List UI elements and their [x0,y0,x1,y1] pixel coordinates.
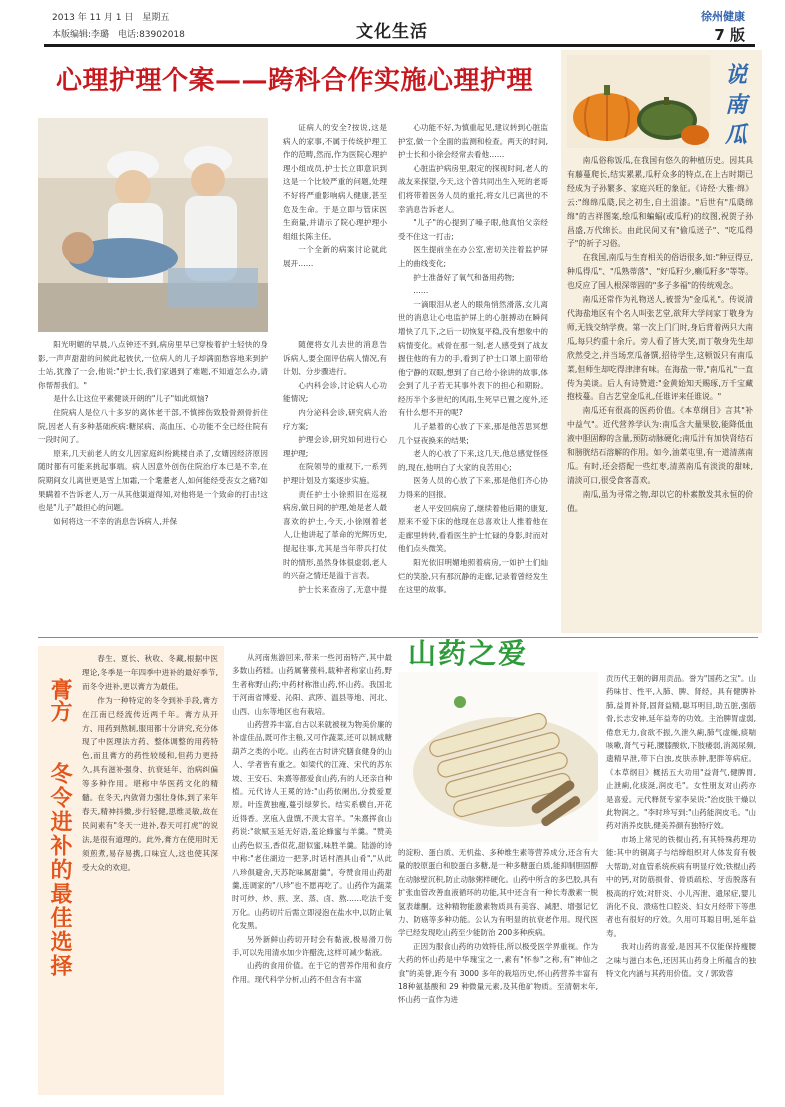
paper-name: 徐州健康 [701,10,745,23]
yam-photo [398,672,598,842]
pumpkin-body: 南瓜俗称饭瓜,在我国有悠久的种植历史。因其具有藤蔓爬长,结实累累,瓜籽众多的特点,在上古时期已经成为子孙繁多、家庭兴旺的象征。《诗经·大雅·绵》云:"绵绵瓜瓞,民之初生,自土沮漆。"后世有"瓜瓞绵绵"的吉祥图案,绘瓜和蝙蝠(或瓜籽)的纹图,祝贺子孙昌盛,万代绵长。由此民间又有"偷瓜送子"、"吃瓜得子"的祈子习俗。 在我国,南瓜与生育相关的俗语很多,如:"种豆得豆,种瓜得瓜"、"瓜熟蒂落"、"好瓜籽少,癞瓜籽多"等等。也反应了国人根深蒂固的"多子多福"的传统观念。 南瓜还常作为礼物送人,被誉为"金瓜礼"。传说清代海盐地区有个名人叫张艺堂,欲拜大学问家丁敬身为师,无钱交纳学费。第一次上门门时,身后背着两只大南瓜,每只约重十余斤。旁人看了皆大笑,而丁敬身先生却欣然受之,并当场烹瓜备馔,招待学生,这顿饭只有南瓜菜,但师生却吃得津津有味。在海盐一带,"南瓜礼"一直传为美谈。后人有诗赞道:"金黄始知天赐琢,万千宝藏抱枝蔓。自古艺堂金瓜礼,任谁评来任谁说。" 南瓜还有很高的医药价值。《本草纲目》言其"补中益气"。近代营养学认为:南瓜含大量果胶,能降低血液中胆固醇的含量,预防动脉硬化;南瓜汁有加快肾结石和膀胱结石溶解的作用。如今,油菜屯里,有一道清蒸南瓜。有时,还会搭配一些红枣,清蒸南瓜有淡淡的甜味,清淡可口,很受食客喜欢。 南瓜,虽为寻常之物,却以它的朴素散发其永恒的价值。 [567,156,753,513]
yam-col-3: 贡历代王朝的御用贡品。誉为"国药之宝"。山药味甘、性平,入肺、脾、肾经。具有健脾补肺,益胃补肾,固肾益精,聪耳明目,助五脏,强筋骨,长志安神,延年益寿的功效。主治脾胃虚弱,倦怠无力,食欲不振,久泄久痢,肺气虚燥,痰喘咳嗽,肾气亏耗,腰膝酸软,下肢痿弱,消渴尿频,遗精早泄,带下白浊,皮肤赤肿,肥胖等病症。《本草纲目》概括五大功用"益肾气,健脾胃,止泄痢,化痰涎,润皮毛"。女性朋友对山药亦是喜爱。元代释贤专家李呆说:"治皮肤干燥以此物润之。"李时珍写到:"山药能润皮毛。"山药对消养皮肤,健美养颜有独特疗效。 市场上常见的铁棍山药,有其特殊药理功能:其中的铜离子与结缔组织对人体发育有极大帮助,对血管系统疾病有明显疗效;铁棍山药中的钙,对防筋损骨、骨质疏松、牙齿脱落有极高的疗效;对肝炎、小儿泻泄、遗尿症,婴儿消化不良、溃疡性口腔炎、妇女月经带下等患者也有很好的疗效。久用可耳聪目明,延年益寿。 我对山药的喜爱,是因其不仅能保持瘦腰之味与滋白本色,还因其山药身上所蕴含的独特文化内涵与其药用价值。文 / 郭致蓉 [606,674,756,978]
yam-title: 山药之爱 [408,637,529,670]
article1-col-beside-photo: 证病人的安全?按说,这是病人的家事,不属于传统护理工作的范畴,然而,作为医院心理护理小组成员,护士长立即意识到这是一个比较严重的问题,处理不好将严重影响病人健康,甚至危及生命。于是立即与管床医生商量,并请示了院心理护理小组组长陈主任。 一个全新的病案讨论就此展开…… [283,123,387,268]
article1-col-a: 阳光明媚的早晨,八点钟还不到,病房里早已穿梭着护士轻快的身影,一声声甜甜的问候此起彼伏,一位病人的儿子却满面愁容地来到护士站,犹豫了一会,他说:"护士长,我们家遇到了难题,不知道怎么办,请你帮帮我们。" 是什么让这位平素健谈开朗的"儿子"如此烦恼? 住院病人是位八十多岁的离休老干部,不慎摔伤致股骨颈骨折住院,因老人有多种基础疾病:糖尿病、高血压、心功能不全已经住院有一段时间了。 原来,几天前老人的女儿因家庭纠纷跳楼自杀了,女婿因经济原因随时都有可能来挑起事端。病人因意外创伤住院治疗本已是不幸,在院期间女儿离世更是雪上加霜,一个耄耋老人,如何能经受丧女之痛?如果瞒着不告诉老人,万一从其他渠道得知,对他将是一个致命的打击!这也是"儿子"最担心的问题。 如何将这一不幸的消息告诉病人,并保 [38,340,268,526]
yam-col-1: 从河南焦游回来,带来一些河南特产,其中最多数山药糕。山药属薯蓣科,载种者称家山药,野生者称野山药;中药材称淮山药,怀山药。我国北于河南省博爱、沁阳、武陟、温县等地、河北、山西、山东等地区也有栽培。 山药营养丰富,自古以来就被视为物美价廉的补虚佳品,既可作主粮,又可作蔬菜,还可以制成糖葫芦之类的小吃。山药在古时讲究膳食健身的山人、学者皆有重之。如梁代的江淹、宋代的苏东坡、王安石、朱熹等都爱食山药,有的人还亲自种植。元代诗人王冕的诗:"山药依阑出,分拨爱夏原。叶连黄独瘦,蔓引绿萝长。结实系横自,开花近得香。烹庖入盘馔,不羡太官羊。"朱熹挥食山药说:"欲赋玉延无好语,羞论蜂蜜与羊羹。"赞美山药色似玉,香似花,甜似蜜,味胜羊羹。陆游的诗中称:"老住湖边一把茅,时话村酒具山肴","从此八珍俱避舍,天苏陀味属甜羹"。夸赞食用山药甜羹,连调家的"八珍"也不愿再吃了。山药作为蔬菜时可炒、炒、煎、烹、蒸、卤、熬……吃法千变万化。山药切片后需立即浸泡在盐水中,以防止氧化发黑。 另外新鲜山药切开时会有黏液,极易滑刀伤手,可以先用清水加少许醋洗,这样可减少黏液。 山药的食用价值。在于它的营养作用和食疗作用。现代科学分析,山药不但含有丰富 [232,653,392,984]
pumpkin-title: 说 南 瓜 [724,62,747,148]
article1-col-c: 心功能不好,为慎重起见,建议转到心脏监护室,做一个全面的监测和检查。两天的时间,护士长和小徐会经常去看他…… 心脏监护病房里,限定的探视时间,老人的战友来探望,今天,这个曾共同出生入死的老哥们将带着医务人员的重托,将女儿已离世的不幸消息告诉老人。 "儿子"的心提到了嗓子眼,他真怕父亲经受不住这一打击; 医生提前坐在办公室,密切关注着监护屏上的曲线变化; 护士准备好了氧气和备用药物; …… 一滴眼泪从老人的眼角悄然滑落,女儿离世的消息让心电监护屏上的心脏搏动在瞬间增快了几下,之后一切恢复平稳,没有想象中的病情变化。戒骨在那一刻,老人感受到了战友握住他的有力的手,看到了护士口罩上面带给他宁静的双眼,想到了自己给小徐讲的故事,体会到了儿子若无其事外表下的担心和期盼。经历半个多世纪的风雨,生死早已置之度外,还有什么想不开的呢? 儿子悬着的心放了下来,那是他苦思冥想几个昼夜换来的结果; 老人的心放了下来,这几天,他总感觉怪怪的,现在,他明白了大家的良苦用心; 医务人员的心放了下来,那是他们齐心协力得来的回报。 老人平安回病房了,继续着他后期的康复,原来不爱下床的他现在总喜欢让人推着他在走廊里转转,看看医生护士忙碌的身影,时而对他们点头微笑。 阳光依旧明媚地照着病房,一如护士们灿烂的笑脸,只有那沉静的走廊,记录着曾经发生在这里的故事。 [398,123,548,595]
yam-col-2: 的淀粉、蛋白质、无机盐、多种维生素等营养成分,还含有大量的胶原蛋白和胶蛋白多糖,是一种多糖蛋白质,能抑制胆固醇在动脉壁沉积,防止动脉粥样硬化。山药中所含的多巴胶,具有扩张血管改善血液循环的功能,其中还含有一种长寿激素一脱氢表雄酮。这种精物能激素物质具有美容、减肥、增强记忆力、防癌等多种功能。公认为有明显的抗衰老作用。现代医学已经发现吃山药至少能防治 200多种疾病。 正因为服食山药的功效特佳,所以极受医学界重视。作为大药的怀山药是中华瑰宝之一,素有"怀参"之称,有"神仙之食"的美誉,距今有 3000 多年的栽培历史,怀山药营养丰富有 18种氨基酸和 29 种微量元素,及其他矿物质。至清朝末年,怀山药一直作为进 [398,848,598,1005]
gaofang-body: 春生、夏长、秋收、冬藏,根据中医理论,冬季是一年四季中进补的最好季节,而冬令进补,更以膏方为最佳。 作为一种特定的冬令到补手段,膏方在江南已经流传近两千年。膏方从开方、用药到熬制,服用都十分讲究,充分体现了中医理法方药、整体调整的用药特色,而且膏方的药性较缓和,但药力更持久,具有滋补强身、抗衰延年、治病纠偏等多种作用。堪称中华医药文化的精髓。在冬天,内敛肾力强壮身体,到了来年春天,精神抖擞,步行轻健,思维灵敏,故在民间素有"冬天一进补,春天可打虎"的说法,是很有道理的。此外,膏方在使用时无须煎煮,易存易携,口味宜人,这也使其深受大众的欢迎。 [82,654,218,872]
page-number: 7 版 [714,26,745,44]
header-rule [44,44,755,47]
pumpkin-photo [567,55,710,148]
issue-date: 2013 年 11 月 1 日 星期五 [52,13,170,23]
gaofang-title: 膏方 [47,678,72,722]
section-divider [38,637,758,638]
nurses-photo [38,118,268,332]
article1-col-b: 随便将女儿去世的消息告诉病人,要全面评估病人情况,有计划、分步骤进行。 心内科会诊,讨论病人心功能情况; 内分泌科会诊,研究病人治疗方案; 护理会诊,研究如何进行心理护理; 在院领导的重视下,一系列护理计划及方案逐步实施。 责任护士小徐照旧在巡视病房,做日间的护理,她是老人最喜欢的护士,今天,小徐刚着老人,让他讲起了革命的光辉历史,提起往事,尤其是当年带兵打仗时的情形,虽然身体很虚弱,老人的兴奋之情还是溢于言表。 护士长来查房了,无意中提 [283,340,387,594]
gaofang-subtitle: 冬令进补的最佳选择 [47,762,72,978]
section-title: 文化生活 [356,22,428,42]
editor-line: 本版编辑:李璐 电话:83902018 [52,30,185,40]
article-title: 心理护理个案——跨科合作实施心理护理 [56,66,534,96]
